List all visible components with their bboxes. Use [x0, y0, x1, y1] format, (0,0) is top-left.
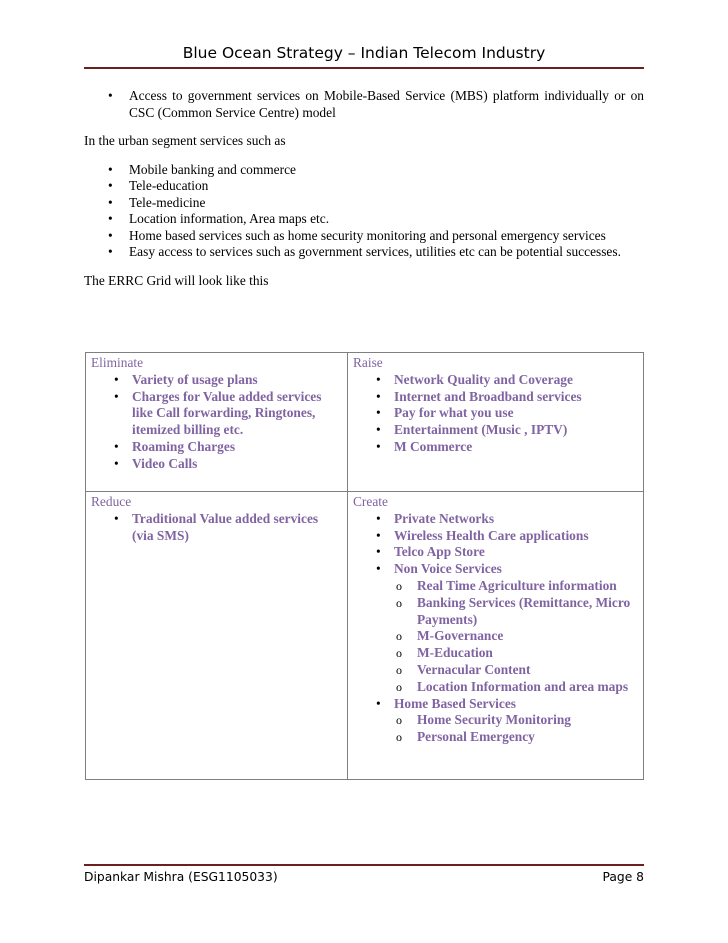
sub-list-item: o Location Information and area maps [353, 679, 639, 696]
create-title: Create [353, 494, 388, 509]
list-item: • Telco App Store [353, 544, 639, 561]
eliminate-title: Eliminate [91, 355, 144, 370]
header-rule [84, 67, 644, 69]
raise-cell [348, 353, 644, 492]
create-cell [348, 492, 644, 780]
list-item: • Non Voice Services [353, 561, 639, 578]
list-item: • Tele-medicine [84, 195, 644, 212]
sub-list-item: o Banking Services (Remittance, Micro Payments) [353, 595, 639, 629]
list-item: • Entertainment (Music , IPTV) [353, 422, 639, 439]
list-item: • Location information, Area maps etc. [84, 211, 644, 228]
intro-bullet-list [84, 88, 644, 121]
footer-rule [84, 864, 644, 866]
list-item: • Pay for what you use [353, 405, 639, 422]
list-item: • Internet and Broadband services [353, 389, 639, 406]
reduce-list [91, 511, 343, 545]
home-sub-list [353, 712, 639, 746]
reduce-cell [86, 492, 348, 780]
page-header-title: Blue Ocean Strategy – Indian Telecom Industry [182, 44, 546, 62]
footer-author: Dipankar Mishra (ESG1105033) [84, 870, 278, 884]
sub-list-item: o Real Time Agriculture information [353, 578, 639, 595]
raise-list [353, 372, 639, 456]
list-item: • M Commerce [353, 439, 639, 456]
list-item: • Roaming Charges [91, 439, 343, 456]
sub-list-item: o Vernacular Content [353, 662, 639, 679]
sub-list-item: o M-Governance [353, 628, 639, 645]
sub-list-item: o Personal Emergency [353, 729, 639, 746]
list-item: • Easy access to services such as government services, utilities etc can be potential successes. [84, 244, 644, 261]
list-item: • Tele-education [84, 178, 644, 195]
list-item: • Home Based Services [353, 696, 639, 713]
list-item: • Video Calls [91, 456, 343, 473]
home-based-list [353, 696, 639, 713]
non-voice-sub-list [353, 578, 639, 696]
errc-grid [85, 352, 644, 780]
reduce-title: Reduce [91, 494, 132, 509]
eliminate-list [91, 372, 343, 473]
urban-services-list [84, 162, 644, 261]
errc-intro-text: The ERRC Grid will look like this [84, 272, 269, 288]
list-item: • Traditional Value added services (via SMS) [91, 511, 343, 545]
list-item: • Variety of usage plans [91, 372, 343, 389]
eliminate-cell [86, 353, 348, 492]
body-content [84, 88, 644, 289]
list-item: • Network Quality and Coverage [353, 372, 639, 389]
sub-list-item: o Home Security Monitoring [353, 712, 639, 729]
urban-intro-text: In the urban segment services such as [84, 133, 286, 148]
list-item: • Private Networks [353, 511, 639, 528]
create-list [353, 511, 639, 578]
sub-list-item: o M-Education [353, 645, 639, 662]
footer-page-number: Page 8 [602, 870, 644, 884]
list-item: • Charges for Value added services like Call forwarding, Ringtones, itemized billing etc. [91, 389, 343, 439]
list-item: • Mobile banking and commerce [84, 162, 644, 179]
list-item: • Home based services such as home security monitoring and personal emergency services [84, 228, 644, 245]
list-item: • Access to government services on Mobile-Based Service (MBS) platform individually or on CSC (Common Service Centre) model [84, 88, 644, 121]
list-item: • Wireless Health Care applications [353, 528, 639, 545]
raise-title: Raise [353, 355, 383, 370]
